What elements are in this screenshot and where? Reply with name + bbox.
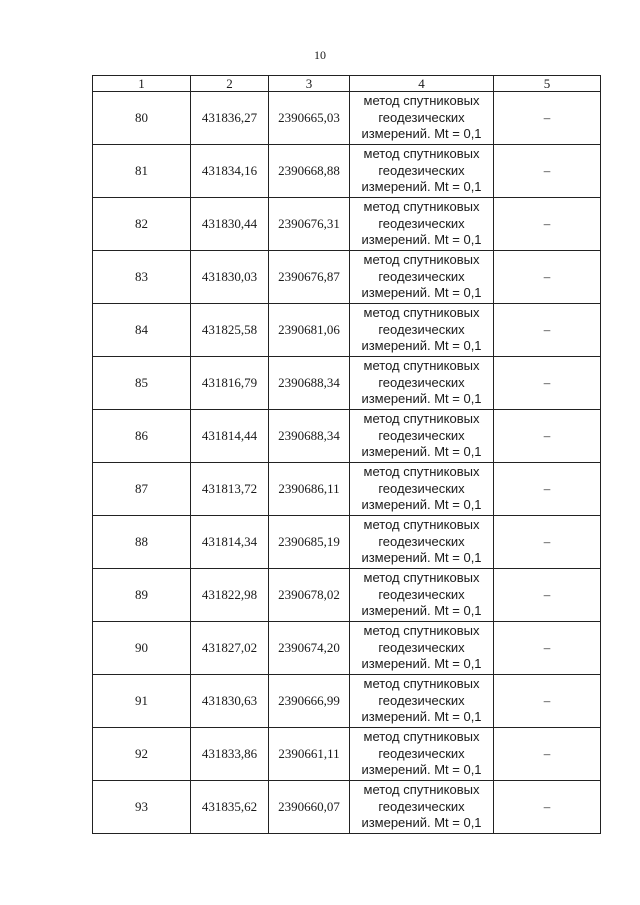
method-line: метод спутниковых (363, 358, 480, 374)
note-cell: – (494, 463, 601, 516)
y-coordinate-cell: 2390688,34 (269, 357, 350, 410)
table-header-row (93, 76, 601, 92)
y-coordinate-cell: 2390676,87 (269, 251, 350, 304)
method-cell (350, 622, 494, 675)
table-row (93, 728, 601, 781)
header-col-5: 5 (494, 76, 601, 92)
x-coordinate-cell: 431827,02 (191, 622, 269, 675)
point-number-cell: 93 (93, 781, 191, 834)
method-line: геодезических (378, 639, 465, 655)
table-body (93, 92, 601, 834)
point-number-cell: 91 (93, 675, 191, 728)
method-cell (350, 357, 494, 410)
method-line: метод спутниковых (363, 623, 480, 639)
method-cell (350, 728, 494, 781)
y-coordinate-cell: 2390660,07 (269, 781, 350, 834)
method-line: измерений. Mt = 0,1 (361, 497, 482, 513)
y-coordinate-cell: 2390681,06 (269, 304, 350, 357)
method-cell (350, 145, 494, 198)
method-cell (350, 410, 494, 463)
point-number-cell: 86 (93, 410, 191, 463)
x-coordinate-cell: 431834,16 (191, 145, 269, 198)
point-number-cell: 82 (93, 198, 191, 251)
table-row (93, 569, 601, 622)
point-number-cell: 92 (93, 728, 191, 781)
point-number-cell: 90 (93, 622, 191, 675)
point-number-cell: 83 (93, 251, 191, 304)
point-number-cell: 80 (93, 92, 191, 145)
method-line: метод спутниковых (363, 411, 480, 427)
method-line: метод спутниковых (363, 93, 480, 109)
table-row (93, 145, 601, 198)
header-col-2: 2 (191, 76, 269, 92)
note-cell: – (494, 304, 601, 357)
note-cell: – (494, 145, 601, 198)
method-line: метод спутниковых (363, 199, 480, 215)
x-coordinate-cell: 431825,58 (191, 304, 269, 357)
x-coordinate-cell: 431822,98 (191, 569, 269, 622)
header-col-1: 1 (93, 76, 191, 92)
method-cell (350, 781, 494, 834)
method-line: геодезических (378, 692, 465, 708)
method-line: геодезических (378, 162, 465, 178)
method-line: измерений. Mt = 0,1 (361, 232, 482, 248)
table-row (93, 622, 601, 675)
table-row (93, 781, 601, 834)
method-line: измерений. Mt = 0,1 (361, 550, 482, 566)
method-line: геодезических (378, 109, 465, 125)
method-line: метод спутниковых (363, 570, 480, 586)
method-line: измерений. Mt = 0,1 (361, 285, 482, 301)
point-number-cell: 88 (93, 516, 191, 569)
method-cell (350, 463, 494, 516)
method-cell (350, 198, 494, 251)
method-line: измерений. Mt = 0,1 (361, 603, 482, 619)
method-line: метод спутниковых (363, 782, 480, 798)
y-coordinate-cell: 2390678,02 (269, 569, 350, 622)
y-coordinate-cell: 2390685,19 (269, 516, 350, 569)
method-line: измерений. Mt = 0,1 (361, 179, 482, 195)
note-cell: – (494, 781, 601, 834)
method-cell (350, 516, 494, 569)
x-coordinate-cell: 431830,44 (191, 198, 269, 251)
x-coordinate-cell: 431816,79 (191, 357, 269, 410)
note-cell: – (494, 92, 601, 145)
header-col-3: 3 (269, 76, 350, 92)
point-number-cell: 87 (93, 463, 191, 516)
y-coordinate-cell: 2390674,20 (269, 622, 350, 675)
x-coordinate-cell: 431813,72 (191, 463, 269, 516)
method-line: метод спутниковых (363, 729, 480, 745)
x-coordinate-cell: 431830,03 (191, 251, 269, 304)
note-cell: – (494, 569, 601, 622)
method-line: геодезических (378, 321, 465, 337)
table-row (93, 92, 601, 145)
method-cell (350, 675, 494, 728)
method-line: измерений. Mt = 0,1 (361, 444, 482, 460)
method-line: геодезических (378, 268, 465, 284)
point-number-cell: 85 (93, 357, 191, 410)
method-line: метод спутниковых (363, 305, 480, 321)
x-coordinate-cell: 431814,44 (191, 410, 269, 463)
y-coordinate-cell: 2390661,11 (269, 728, 350, 781)
point-number-cell: 81 (93, 145, 191, 198)
table-row (93, 516, 601, 569)
note-cell: – (494, 516, 601, 569)
y-coordinate-cell: 2390666,99 (269, 675, 350, 728)
x-coordinate-cell: 431835,62 (191, 781, 269, 834)
method-line: измерений. Mt = 0,1 (361, 338, 482, 354)
method-line: геодезических (378, 215, 465, 231)
method-line: измерений. Mt = 0,1 (361, 709, 482, 725)
method-line: метод спутниковых (363, 517, 480, 533)
method-line: геодезических (378, 427, 465, 443)
coordinates-table (92, 75, 601, 834)
table-row (93, 304, 601, 357)
x-coordinate-cell: 431814,34 (191, 516, 269, 569)
table-row (93, 463, 601, 516)
method-line: измерений. Mt = 0,1 (361, 126, 482, 142)
method-line: метод спутниковых (363, 676, 480, 692)
note-cell: – (494, 251, 601, 304)
method-line: измерений. Mt = 0,1 (361, 656, 482, 672)
method-line: метод спутниковых (363, 252, 480, 268)
method-line: метод спутниковых (363, 464, 480, 480)
y-coordinate-cell: 2390688,34 (269, 410, 350, 463)
method-line: геодезических (378, 533, 465, 549)
note-cell: – (494, 728, 601, 781)
method-line: геодезических (378, 798, 465, 814)
table-row (93, 251, 601, 304)
method-line: геодезических (378, 480, 465, 496)
method-line: измерений. Mt = 0,1 (361, 762, 482, 778)
note-cell: – (494, 357, 601, 410)
point-number-cell: 84 (93, 304, 191, 357)
method-line: измерений. Mt = 0,1 (361, 815, 482, 831)
y-coordinate-cell: 2390686,11 (269, 463, 350, 516)
x-coordinate-cell: 431833,86 (191, 728, 269, 781)
table-row (93, 675, 601, 728)
table-row (93, 357, 601, 410)
method-cell (350, 92, 494, 145)
method-line: метод спутниковых (363, 146, 480, 162)
method-line: геодезических (378, 586, 465, 602)
table-row (93, 198, 601, 251)
header-col-4: 4 (350, 76, 494, 92)
method-line: геодезических (378, 745, 465, 761)
page-number: 10 (314, 48, 326, 62)
x-coordinate-cell: 431836,27 (191, 92, 269, 145)
method-line: измерений. Mt = 0,1 (361, 391, 482, 407)
y-coordinate-cell: 2390676,31 (269, 198, 350, 251)
note-cell: – (494, 198, 601, 251)
method-cell (350, 304, 494, 357)
note-cell: – (494, 622, 601, 675)
method-line: геодезических (378, 374, 465, 390)
y-coordinate-cell: 2390665,03 (269, 92, 350, 145)
point-number-cell: 89 (93, 569, 191, 622)
table-row (93, 410, 601, 463)
method-cell (350, 251, 494, 304)
note-cell: – (494, 410, 601, 463)
y-coordinate-cell: 2390668,88 (269, 145, 350, 198)
note-cell: – (494, 675, 601, 728)
method-cell (350, 569, 494, 622)
x-coordinate-cell: 431830,63 (191, 675, 269, 728)
